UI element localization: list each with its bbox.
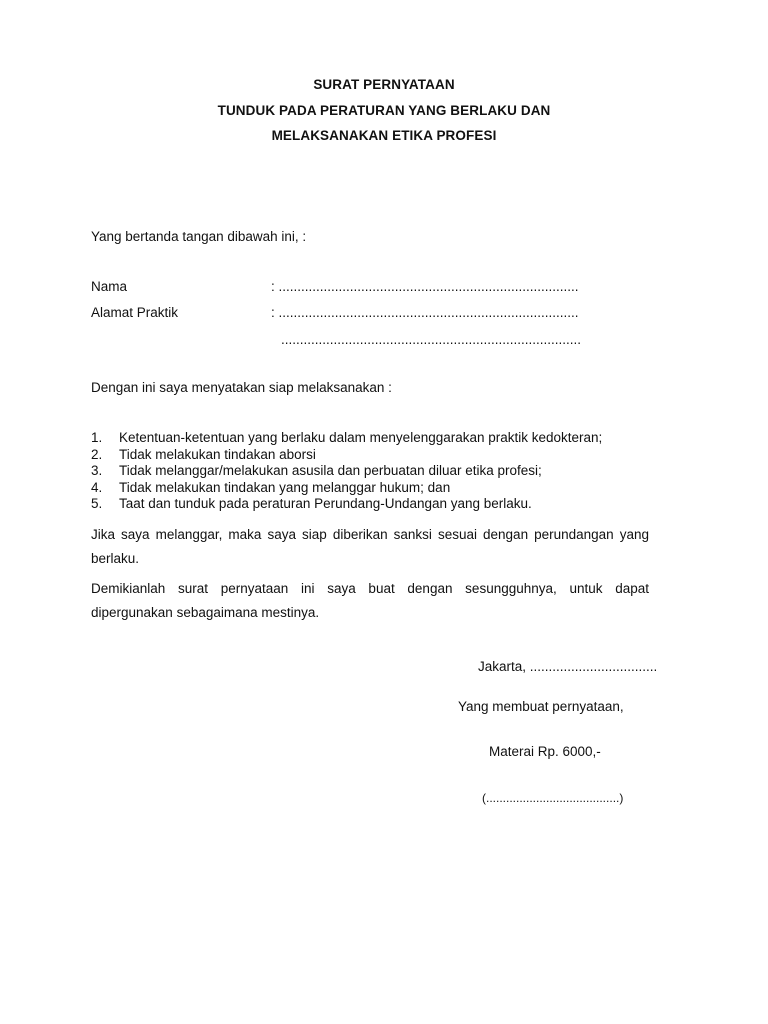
list-item-number: 1. [91,430,103,445]
list-item [91,430,602,447]
closing-paragraph-line-2: dipergunakan sebagaimana mestinya. [91,605,320,620]
list-item-text: Tidak melakukan tindakan yang melanggar hukum; dan [119,479,451,495]
list-item [91,496,602,513]
alamat-praktik-field-line-2: ................................................................................ [281,332,582,347]
intro-text: Yang bertanda tangan dibawah ini, : [91,229,307,244]
alamat-praktik-field: : ................................................................................ [271,305,579,320]
document-title-line-3: MELAKSANAKAN ETIKA PROFESI [271,128,497,143]
list-item-text: Tidak melanggar/melakukan asusila dan perbuatan diluar etika profesi; [119,463,542,479]
nama-label: Nama [91,279,128,294]
stamp-duty-note: Materai Rp. 6000,- [489,744,601,759]
alamat-praktik-label: Alamat Praktik [91,305,179,320]
list-item-text: Ketentuan-ketentuan yang berlaku dalam menyelenggarakan praktik kedokteran; [119,430,603,445]
list-item-number: 3. [91,463,103,479]
signatory-caption: Yang membuat pernyataan, [458,699,624,714]
nama-field: : ................................................................................ [271,279,579,294]
list-item [91,447,602,464]
list-item-number: 5. [91,496,103,512]
commitment-list [91,430,602,513]
sanction-paragraph: Jika saya melanggar, maka saya siap diberikan sanksi sesuai dengan perundangan yang berlaku. [91,527,649,566]
closing-paragraph-line-1: Demikianlah surat pernyataan ini saya buat dengan sesungguhnya, untuk dapat [91,581,649,596]
declaration-text: Dengan ini saya menyatakan siap melaksanakan : [91,380,392,395]
list-item-text: Tidak melakukan tindakan aborsi [119,446,316,462]
closing-paragraph [91,577,649,625]
city-date: Jakarta, .................................. [478,659,658,674]
list-item-text: Taat dan tunduk pada peraturan Perundang-Undangan yang berlaku. [119,496,532,512]
list-item-number: 4. [91,479,103,495]
signature-name-blank: (........................................) [482,791,624,805]
document-title-line-2: TUNDUK PADA PERATURAN YANG BERLAKU DAN [217,103,551,118]
list-item-number: 2. [91,446,103,462]
document-title-line-1: SURAT PERNYATAAN [313,77,455,92]
list-item [91,480,602,497]
list-item [91,463,602,480]
